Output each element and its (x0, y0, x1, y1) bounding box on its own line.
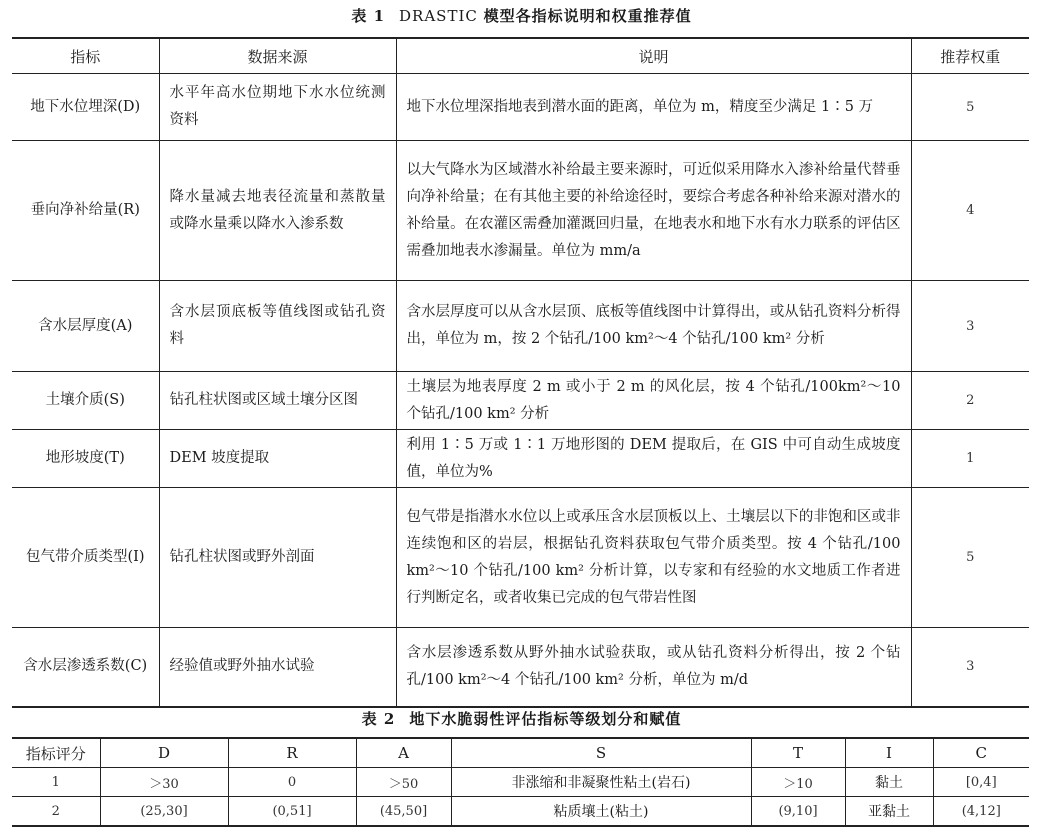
drastic-weights-table (12, 37, 1029, 708)
weight-cell: 2 (911, 372, 1029, 430)
header-r: R (228, 738, 356, 768)
header-s: S (451, 738, 751, 768)
indicator-cell: 土壤介质(S) (12, 372, 159, 430)
source-cell: 钻孔柱状图或区域土壤分区图 (159, 372, 396, 430)
source-cell: 降水量减去地表径流量和蒸散量或降水量乘以降水入渗系数 (159, 141, 396, 281)
i-cell: 亚黏土 (845, 797, 933, 827)
description-cell: 含水层渗透系数从野外抽水试验获取，或从钻孔资料分析得出，按 2 个钻孔/100 km²～4 个钻孔/100 km² 分析，单位为 m/d (396, 628, 911, 707)
source-cell: 经验值或野外抽水试验 (159, 628, 396, 707)
table-row (12, 628, 1029, 707)
indicator-cell: 地下水位埋深(D) (12, 74, 159, 141)
table-header-row (12, 38, 1029, 74)
s-cell: 非涨缩和非凝聚性粘土(岩石) (451, 768, 751, 797)
table2-caption-text: 地下水脆弱性评估指标等级划分和赋值 (409, 710, 682, 728)
a-cell: (45,50] (356, 797, 451, 827)
header-i: I (845, 738, 933, 768)
r-cell: 0 (228, 768, 356, 797)
table1-caption-text: 模型各指标说明和权重推荐值 (483, 7, 692, 25)
description-cell: 包气带是指潜水水位以上或承压含水层顶板以上、土壤层以下的非饱和区或非连续饱和区的岩层，根据钻孔资料获取包气带介质类型。按 4 个钻孔/100 km²～10 个钻孔/100 km² 分析计算，以专家和有经验的水文地质工作者进行判断定名，或者收集已完成的包气带岩性图 (396, 488, 911, 628)
d-cell: (25,30] (100, 797, 228, 827)
table-row (12, 488, 1029, 628)
header-t: T (751, 738, 845, 768)
r-cell: (0,51] (228, 797, 356, 827)
table1-caption-latin: DRASTIC (399, 7, 478, 25)
header-score: 指标评分 (12, 738, 100, 768)
table-row (12, 74, 1029, 141)
indicator-cell: 包气带介质类型(I) (12, 488, 159, 628)
table2-number: 表 2 (361, 710, 396, 728)
description-cell: 含水层厚度可以从含水层顶、底板等值线图中计算得出，或从钻孔资料分析得出，单位为 m，按 2 个钻孔/100 km²～4 个钻孔/100 km² 分析 (396, 281, 911, 372)
score-cell: 1 (12, 768, 100, 797)
i-cell: 黏土 (845, 768, 933, 797)
vulnerability-grading-table (12, 737, 1029, 827)
source-cell: 含水层顶底板等值线图或钻孔资料 (159, 281, 396, 372)
t-cell: (9,10] (751, 797, 845, 827)
indicator-cell: 含水层渗透系数(C) (12, 628, 159, 707)
header-indicator: 指标 (12, 38, 159, 74)
weight-cell: 4 (911, 141, 1029, 281)
table-row (12, 141, 1029, 281)
table1-number: 表 1 (351, 7, 386, 25)
header-description: 说明 (396, 38, 911, 74)
d-cell: ＞30 (100, 768, 228, 797)
source-cell: DEM 坡度提取 (159, 430, 396, 488)
description-cell: 以大气降水为区域潜水补给最主要来源时，可近似采用降水入渗补给量代替垂向净补给量；在有其他主要的补给途径时，要综合考虑各种补给来源对潜水的补给量。在农灌区需叠加灌溉回归量，在地表水和地下水有水力联系的评估区需叠加地表水渗漏量。单位为 mm/a (396, 141, 911, 281)
description-cell: 地下水位埋深指地表到潜水面的距离，单位为 m，精度至少满足 1∶5 万 (396, 74, 911, 141)
table-row (12, 797, 1029, 827)
indicator-cell: 含水层厚度(A) (12, 281, 159, 372)
table-header-row (12, 738, 1029, 768)
c-cell: (4,12] (933, 797, 1029, 827)
table2-caption (0, 708, 1043, 729)
indicator-cell: 地形坡度(T) (12, 430, 159, 488)
weight-cell: 5 (911, 74, 1029, 141)
header-recommended-weight: 推荐权重 (911, 38, 1029, 74)
source-cell: 水平年高水位期地下水水位统测资料 (159, 74, 396, 141)
score-cell: 2 (12, 797, 100, 827)
description-cell: 土壤层为地表厚度 2 m 或小于 2 m 的风化层，按 4 个钻孔/100km²～10 个钻孔/100 km² 分析 (396, 372, 911, 430)
indicator-cell: 垂向净补给量(R) (12, 141, 159, 281)
description-cell: 利用 1∶5 万或 1∶1 万地形图的 DEM 提取后，在 GIS 中可自动生成坡度值，单位为% (396, 430, 911, 488)
table-row (12, 430, 1029, 488)
weight-cell: 5 (911, 488, 1029, 628)
c-cell: [0,4] (933, 768, 1029, 797)
weight-cell: 1 (911, 430, 1029, 488)
a-cell: ＞50 (356, 768, 451, 797)
source-cell: 钻孔柱状图或野外剖面 (159, 488, 396, 628)
s-cell: 粘质壤土(粘土) (451, 797, 751, 827)
table1-caption (0, 5, 1043, 26)
weight-cell: 3 (911, 628, 1029, 707)
weight-cell: 3 (911, 281, 1029, 372)
header-d: D (100, 738, 228, 768)
table-row (12, 372, 1029, 430)
table-row (12, 768, 1029, 797)
header-c: C (933, 738, 1029, 768)
t-cell: ＞10 (751, 768, 845, 797)
header-a: A (356, 738, 451, 768)
header-data-source: 数据来源 (159, 38, 396, 74)
table-row (12, 281, 1029, 372)
